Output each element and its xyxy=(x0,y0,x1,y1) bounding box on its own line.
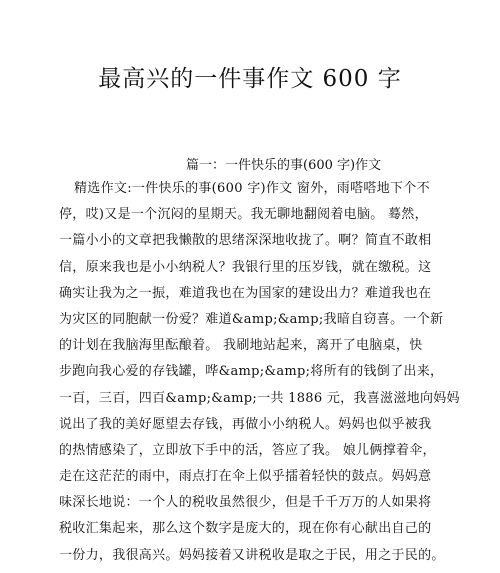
essay-line: 精选作文:一件快乐的事(600 字)作文 窗外，雨嗒嗒地下个不 xyxy=(74,181,430,196)
essay-line: 信，原来我也是小小纳税人？我银行里的压岁钱，就在缴税。这 xyxy=(59,259,432,275)
section-heading: 篇一：一件快乐的事(600 字)作文 xyxy=(186,158,382,173)
essay-line: 一百，三百，四百&amp;&amp;一共 1886 元，我喜滋滋地向妈妈 xyxy=(59,390,460,406)
essay-line: 的计划在我脑海里酝酿着。 我刷地站起来，离开了电脑桌，快 xyxy=(59,338,423,354)
essay-line: 走在这茫茫的雨中，雨点打在伞上似乎擂着轻快的鼓点。妈妈意 xyxy=(59,469,432,485)
essay-line: 停，哎)又是一个沉闷的星期天。我无聊地翻阅着电脑。 蓦然， xyxy=(59,207,428,223)
essay-line: 味深长地说：一个人的税收虽然很少，但是千千万万的人如果将 xyxy=(59,495,432,511)
essay-body xyxy=(59,180,460,573)
essay-line: 说出了我的美好愿望去存钱，再做小小纳税人。妈妈也似乎被我 xyxy=(59,416,432,432)
essay-line: 一篇小小的文章把我懒散的思绪深深地收拢了。啊？简直不敢相 xyxy=(59,233,432,249)
essay-line: 税收汇集起来，那么这个数字是庞大的，现在你有心献出自己的 xyxy=(59,521,432,537)
essay-line: 确实让我为之一振，难道我也在为国家的建设出力？难道我也在 xyxy=(59,285,432,301)
essay-line: 步跑向我心爱的存钱罐，哗&amp;&amp;将所有的钱倒了出来， xyxy=(59,364,444,380)
essay-line: 一份力，我很高兴。妈妈接着又讲税收是取之于民，用之于民的。 xyxy=(59,547,445,563)
essay-line: 的热情感染了，立即放下手中的活，答应了我。 娘儿俩撑着伞， xyxy=(59,442,436,458)
essay-line: 为灾区的同胞献一份爱？难道&amp;&amp;我暗自窃喜。一个新 xyxy=(59,311,444,327)
document-title: 最高兴的一件事作文 600 字 xyxy=(98,66,402,92)
